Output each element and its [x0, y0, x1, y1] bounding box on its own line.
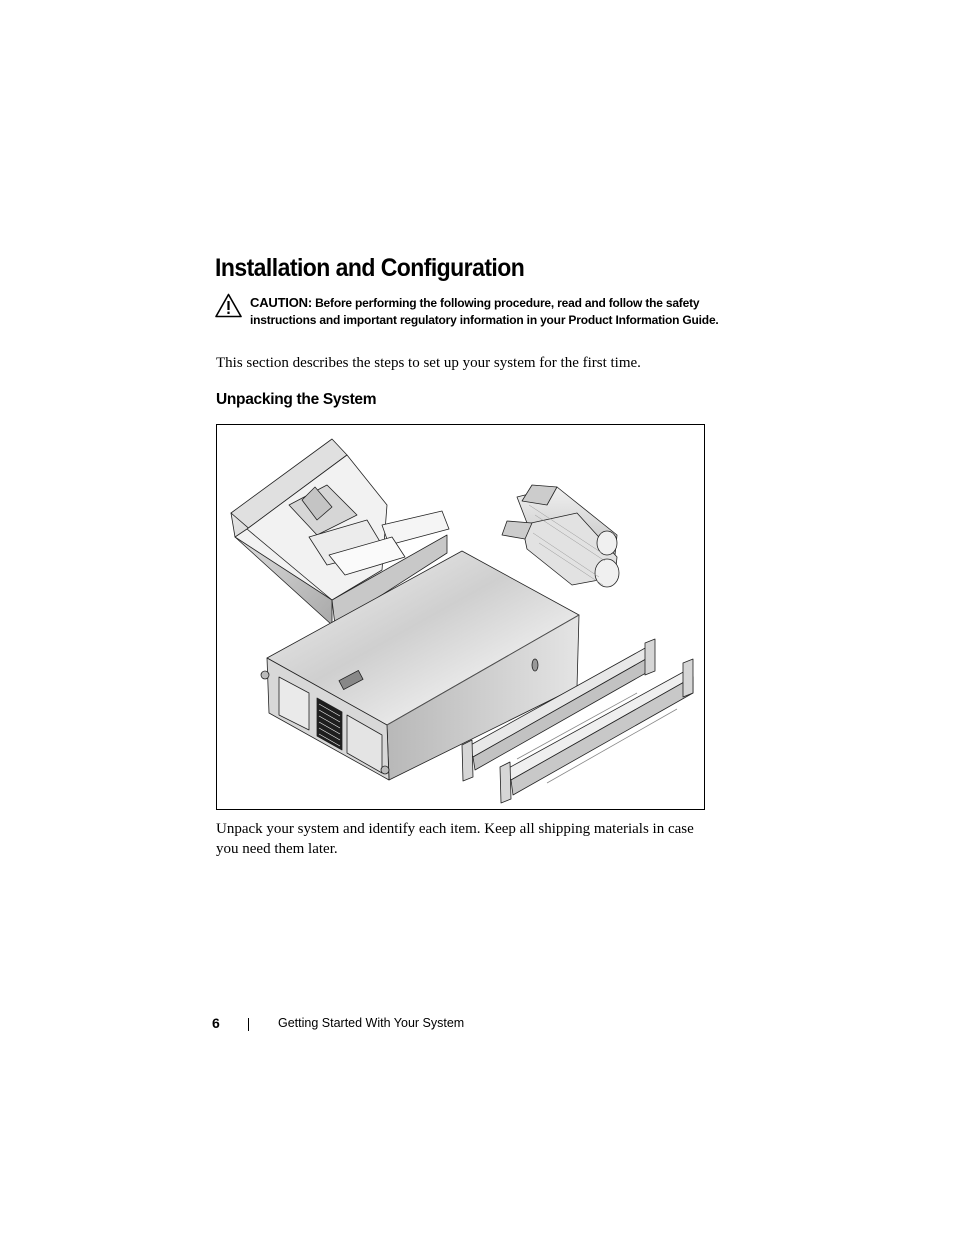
unpack-instructions: Unpack your system and identify each item. Keep all shipping materials in case you need them later.: [216, 821, 694, 857]
caution-text: [250, 295, 730, 328]
unpacking-figure: [216, 424, 705, 810]
footer-document-title: Getting Started With Your System: [278, 1016, 465, 1030]
unpacking-illustration: [217, 425, 705, 810]
warning-triangle-icon: [215, 293, 242, 318]
subsection-title: Unpacking the System: [216, 391, 377, 408]
page-number: 6: [212, 1015, 220, 1031]
intro-paragraph: This section describes the steps to set up your system for the first time.: [216, 355, 641, 371]
footer-divider: [248, 1018, 249, 1031]
caution-label: CAUTION:: [250, 295, 312, 310]
cable-management-arm-icon: [502, 485, 619, 587]
section-title: Installation and Configuration: [215, 254, 525, 282]
caution-message: Before performing the following procedure, read and follow the safety instructions and important regulatory information in your Product Information Guide.: [250, 296, 719, 327]
